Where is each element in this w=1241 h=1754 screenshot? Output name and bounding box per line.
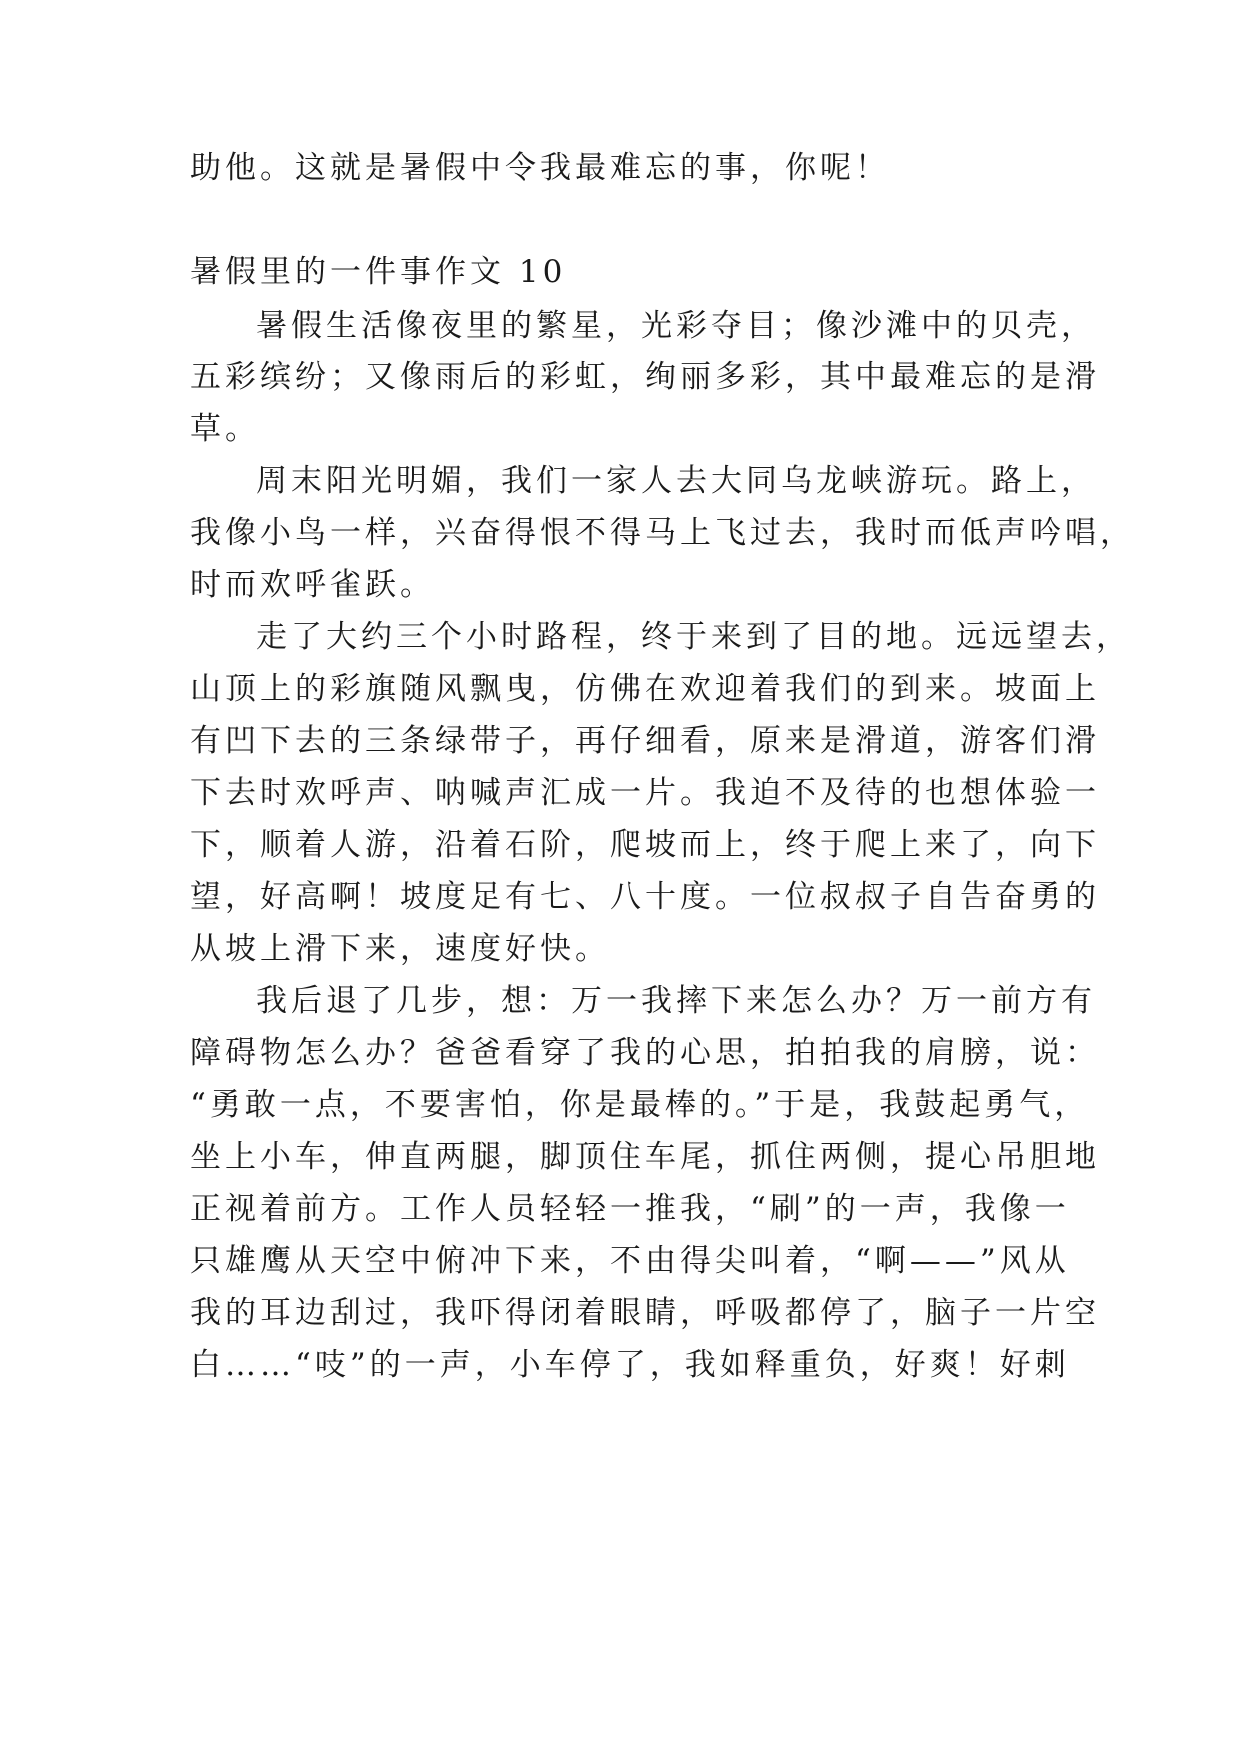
text-line: 时而欢呼雀跃。 xyxy=(190,567,435,603)
text-line: 下去时欢呼声、呐喊声汇成一片。我迫不及待的也想体验一 xyxy=(190,775,1100,811)
text-line: 山顶上的彩旗随风飘曳，仿佛在欢迎着我们的到来。坡面上 xyxy=(190,671,1100,707)
text-line: 草。 xyxy=(190,411,260,447)
text-line: 周末阳光明媚，我们一家人去大同乌龙峡游玩。路上， xyxy=(256,463,1096,499)
text-line: 望，好高啊！坡度足有七、八十度。一位叔叔子自告奋勇的 xyxy=(190,879,1100,915)
text-line: 下，顺着人游，沿着石阶，爬坡而上，终于爬上来了，向下 xyxy=(190,827,1100,863)
text-line: 暑假生活像夜里的繁星，光彩夺目；像沙滩中的贝壳， xyxy=(256,308,1096,344)
text-line: 坐上小车，伸直两腿，脚顶住车尾，抓住两侧，提心吊胆地 xyxy=(190,1139,1100,1175)
text-line: 我的耳边刮过，我吓得闭着眼睛，呼吸都停了，脑子一片空 xyxy=(190,1295,1100,1331)
carryover-line: 助他。这就是暑假中令我最难忘的事，你呢！ xyxy=(190,150,890,186)
text-line: 白……“吱”的一声，小车停了，我如释重负，好爽！好刺 xyxy=(190,1347,1070,1383)
text-line: 我后退了几步，想：万一我摔下来怎么办？万一前方有 xyxy=(256,983,1096,1019)
text-line: “勇敢一点，不要害怕，你是最棒的。”于是，我鼓起勇气， xyxy=(190,1087,1090,1123)
text-line: 只雄鹰从天空中俯冲下来，不由得尖叫着，“啊——”风从 xyxy=(190,1243,1070,1279)
text-line: 有凹下去的三条绿带子，再仔细看，原来是滑道，游客们滑 xyxy=(190,723,1100,759)
essay-title: 暑假里的一件事作文 10 xyxy=(190,254,567,290)
text-line: 五彩缤纷；又像雨后的彩虹，绚丽多彩，其中最难忘的是滑 xyxy=(190,359,1100,395)
text-line: 我像小鸟一样，兴奋得恨不得马上飞过去，我时而低声吟唱， xyxy=(190,515,1135,551)
text-line: 从坡上滑下来，速度好快。 xyxy=(190,931,610,967)
text-line: 正视着前方。工作人员轻轻一推我，“刷”的一声，我像一 xyxy=(190,1191,1070,1227)
text-line: 障碍物怎么办？爸爸看穿了我的心思，拍拍我的肩膀，说： xyxy=(190,1035,1100,1071)
text-line: 走了大约三个小时路程，终于来到了目的地。远远望去， xyxy=(256,619,1131,655)
